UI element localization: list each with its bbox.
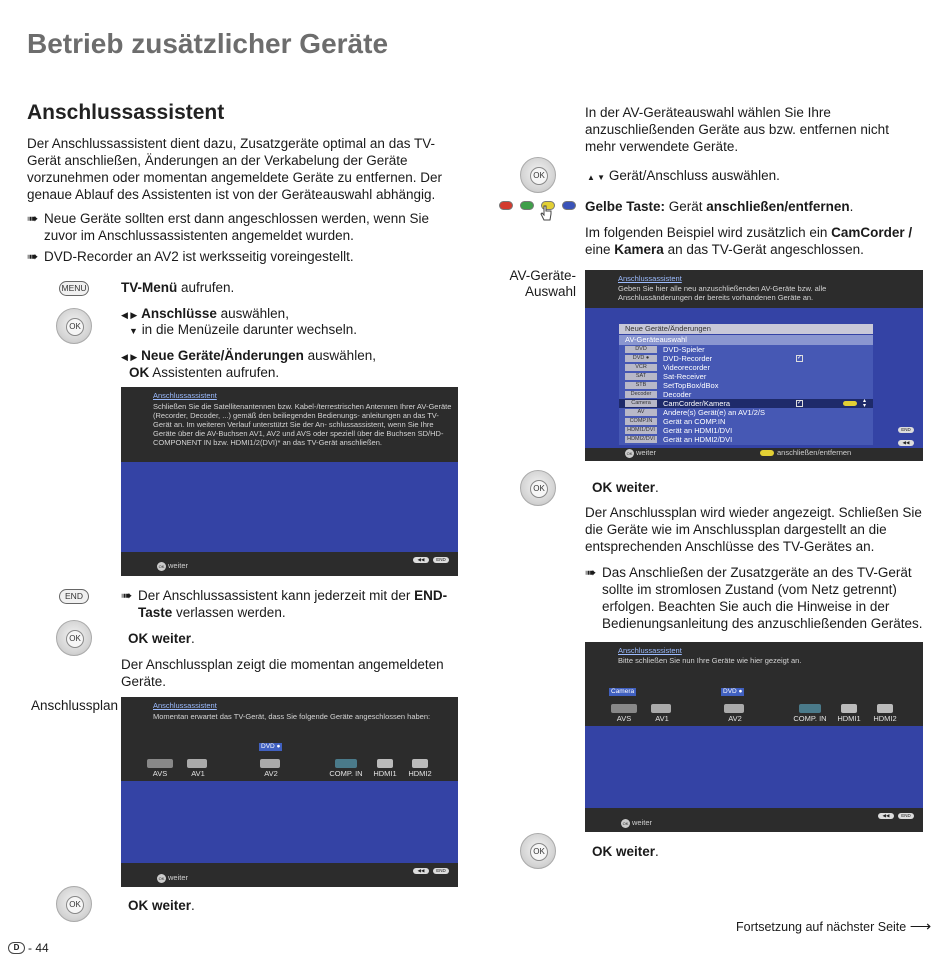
device-row[interactable]: Decoder Decoder: [619, 390, 873, 399]
page-title: Betrieb zusätzlicher Geräte: [27, 28, 389, 59]
arrow-icon: ➠: [585, 565, 597, 580]
device-row[interactable]: SAT Sat-Receiver: [619, 372, 873, 381]
tv-screen-device-selection: [585, 270, 923, 461]
step-ok-weiter: OK weiter.: [128, 631, 195, 646]
label-anschlussplan: Anschlussplan: [31, 698, 119, 713]
connector-label: AVS: [616, 714, 632, 723]
screen-title: Anschlussassistent: [153, 701, 217, 710]
screen-title: Anschlussassistent: [618, 274, 682, 283]
hdmi2-connector-icon: [412, 759, 428, 768]
step-ok-weiter-2: OK weiter.: [128, 898, 195, 913]
end-key-icon: END: [898, 427, 914, 433]
component-connector-icon: [799, 704, 821, 713]
tv-screen-connect-devices: [585, 642, 923, 832]
connector-label: HDMI1: [373, 769, 397, 778]
device-row[interactable]: COMP.IN Gerät an COMP.IN: [619, 417, 873, 426]
av2-scart-icon: [724, 704, 744, 713]
connector-label: HDMI2: [873, 714, 897, 723]
ok-remote-icon: OK: [520, 470, 556, 506]
step-yellow-key: Gelbe Taste: Gerät anschließen/entfernen.: [585, 199, 854, 214]
blue-button-icon: [562, 201, 576, 210]
step-menu: TV-Menü aufrufen.: [121, 280, 235, 295]
screen-body: Momentan erwartet das TV-Gerät, dass Sie folgende Geräte angeschlossen haben:: [153, 712, 431, 721]
ok-remote-icon: OK: [520, 833, 556, 869]
tv-screen-assistant-intro: [121, 387, 458, 576]
device-menu: [619, 324, 873, 445]
device-list: [619, 345, 873, 445]
red-button-icon: [499, 201, 513, 210]
device-row[interactable]: DVD ● DVD-Recorder ✓: [619, 354, 873, 363]
end-key-icon: END: [59, 589, 89, 604]
device-row[interactable]: STB SetTopBox/dBox: [619, 381, 873, 390]
screen-blue-area: [121, 781, 458, 863]
menu-subheader: AV-Geräteauswahl: [619, 335, 873, 345]
connector-label: AVS: [152, 769, 168, 778]
ok-dot-icon: OK: [622, 820, 629, 826]
camera-tag: Camera: [611, 688, 635, 695]
arrow-icon: ➠: [121, 588, 133, 603]
arrow-icon: ➠: [27, 249, 39, 264]
device-row[interactable]: AV Andere(s) Gerät(e) an AV1/2/S: [619, 408, 873, 417]
screen-footer: OK weiter: [158, 561, 189, 570]
screen-blue-area: [585, 726, 923, 808]
yellow-key-icon: [760, 450, 774, 456]
connector-label: HDMI1: [837, 714, 861, 723]
screen-footer: OK weiter: [158, 873, 189, 882]
ok-dot-icon: OK: [626, 450, 633, 456]
device-row-selected[interactable]: Camera CamCorder/Kamera ✓ ▴ ▾: [619, 399, 873, 408]
replan-text: Der Anschlussplan wird wieder angezeigt. Schließen Sie die Geräte wie im Anschlussplan dargestellt an die entsprechenden Anschlüsse des TV-Gerätes an.: [585, 505, 922, 554]
menu-key-icon: MENU: [59, 281, 89, 296]
dvd-tag: DVD ●: [261, 743, 281, 750]
label-av-auswahl: AV-Geräte- Auswahl: [509, 268, 576, 299]
step-down: ▼ in die Menüzeile darunter wechseln.: [129, 322, 358, 337]
page-badge: D: [8, 942, 25, 954]
example-text: Im folgenden Beispiel wird zusätzlich ein CamCorder / eine Kamera an das TV-Gerät angeschlossen.: [585, 225, 913, 257]
up-down-arrows-icon: ▲ ▼: [587, 173, 606, 182]
screen-body: Schließen Sie die Satellitenantennen bzw. Kabel-/terrestrischen Antennen Ihrer AV-Geräte (Recorder, Decoder, ...) gemäß den beiliegenden Bedienungs- anleitungen an das TV-Gerät an. Im weiteren Verlauf unterstützt Sie der An- schlussassistent, wenn Sie Ihre Geräte über die AV-Buchsen AV1, AV2 und AVS oder speziell über die Buchsen SD/HD-COMPONENT IN bzw. HDMI1/2(DVI)* an das TV-Gerät anschließen.: [153, 402, 452, 447]
screen-body: Bitte schließen Sie nun Ihre Geräte wie hier gezeigt an.: [618, 656, 802, 665]
device-row[interactable]: HDMI1/DVI Gerät an HDMI1/DVI: [619, 426, 873, 435]
ok-remote-icon: OK: [56, 886, 92, 922]
green-button-icon: [520, 201, 534, 210]
dvd-tag: DVD ●: [723, 688, 743, 695]
step-ok-weiter-4: OK weiter.: [592, 844, 659, 859]
step-ok-assistant: OK Assistenten aufrufen.: [129, 365, 280, 380]
end-key-icon: END: [433, 557, 449, 563]
end-key-icon: END: [898, 813, 914, 819]
connector-label: AV1: [191, 769, 205, 778]
left-right-arrows-icon: ◀ ▶: [121, 352, 138, 362]
hdmi2-connector-icon: [877, 704, 893, 713]
connector-label: HDMI2: [408, 769, 432, 778]
connector-label: AV2: [264, 769, 278, 778]
end-key-icon: END: [433, 868, 449, 874]
screen-footer-right: anschließen/entfernen: [760, 448, 851, 457]
arrow-icon: ➠: [27, 211, 39, 226]
step-neue-geraete: ◀ ▶ Neue Geräte/Änderungen auswählen,: [121, 348, 376, 363]
note-end-key: ➠ Der Anschlussassistent kann jederzeit mit der END-Taste verlassen werden.: [121, 588, 448, 620]
av1-scart-icon: [187, 759, 207, 768]
left-right-arrows-icon: ◀ ▶: [121, 310, 138, 320]
step-anschluesse: ◀ ▶ Anschlüsse auswählen,: [121, 306, 289, 321]
back-key-icon: ◀◀: [878, 813, 894, 819]
device-row[interactable]: HDMI2/DVI Gerät an HDMI2/DVI: [619, 435, 873, 444]
scroll-arrows-icon: ▴ ▾: [863, 398, 867, 409]
right-arrow-icon: ⟶: [909, 918, 932, 935]
device-row[interactable]: DVD DVD-Spieler: [619, 345, 873, 354]
avs-connector-icon: [147, 759, 173, 768]
hdmi1-connector-icon: [841, 704, 857, 713]
screen-body: Geben Sie hier alle neu anzuschließenden AV-Geräte bzw. alle Anschlussänderungen der bereits vorhandenen Geräte an.: [618, 284, 827, 302]
checkbox-checked[interactable]: ✓: [797, 355, 803, 361]
pointing-hand-icon: [538, 204, 554, 222]
component-connector-icon: [335, 759, 357, 768]
checkbox-checked[interactable]: ✓: [797, 400, 803, 406]
note-new-devices: ➠ Neue Geräte sollten erst dann angeschlossen werden, wenn Sie zuvor im Anschlussassistenten angemeldet wurden.: [27, 211, 429, 243]
back-key-icon: ◀◀: [898, 440, 914, 446]
ok-remote-icon: OK: [520, 157, 556, 193]
section-title: Anschlussassistent: [27, 101, 225, 124]
device-row[interactable]: VCR Videorecorder: [619, 363, 873, 372]
connector-label: COMP. IN: [329, 769, 363, 778]
connector-label: COMP. IN: [793, 714, 827, 723]
connector-label: AV2: [728, 714, 742, 723]
step-select-device: ▲ ▼ Gerät/Anschluss auswählen.: [587, 168, 780, 183]
screen-title: Anschlussassistent: [153, 391, 217, 400]
connector-label: AV1: [655, 714, 669, 723]
menu-header: Neue Geräte/Änderungen: [619, 324, 873, 334]
back-key-icon: ◀◀: [413, 868, 429, 874]
hdmi1-connector-icon: [377, 759, 393, 768]
intro-paragraph: Der Anschlussassistent dient dazu, Zusatzgeräte optimal an das TV-Gerät anschließen, Änderungen an der Verkabelung der Geräte vorzunehmen oder momentan angemeldete Geräte zu entfernen. Der genaue Ablauf des Assistenten ist von der Geräteauswahl abhängig.: [27, 136, 442, 202]
ok-dot-icon: OK: [158, 563, 165, 569]
screen-footer: OK weiter: [626, 448, 657, 457]
tv-screen-connection-plan: [121, 697, 458, 887]
page-number: - 44: [28, 941, 49, 955]
right-intro: In der AV-Geräteauswahl wählen Sie Ihre anzuschließenden Geräte aus bzw. entfernen nicht mehr verwendete Geräte.: [585, 105, 889, 154]
down-arrow-icon: ▼: [129, 326, 138, 336]
continue-note: Fortsetzung auf nächster Seite ⟶: [736, 918, 932, 935]
screen-footer: OK weiter: [622, 818, 653, 827]
av1-scart-icon: [651, 704, 671, 713]
note-power-off: ➠ Das Anschließen der Zusatzgeräte an des TV-Gerät sollte im stromlosen Zustand (vom Netz getrennt) erfolgen. Beachten Sie auch die Hinweise in der Bedienungsanleitung des anzuschließenden Gerätes.: [585, 565, 923, 631]
avs-connector-icon: [611, 704, 637, 713]
ok-dot-icon: OK: [158, 875, 165, 881]
back-key-icon: ◀◀: [413, 557, 429, 563]
av2-scart-icon: [260, 759, 280, 768]
screen-title: Anschlussassistent: [618, 646, 682, 655]
note-dvd-preset: ➠ DVD-Recorder an AV2 ist werksseitig voreingestellt.: [27, 249, 354, 264]
ok-remote-icon: OK: [56, 620, 92, 656]
ok-remote-icon: OK: [56, 308, 92, 344]
step-ok-weiter-3: OK weiter.: [592, 480, 659, 495]
yellow-key-hint-icon: [843, 401, 857, 406]
screen-blue-area: [121, 462, 458, 552]
plan-description: Der Anschlussplan zeigt die momentan angemeldeten Geräte.: [121, 657, 444, 689]
